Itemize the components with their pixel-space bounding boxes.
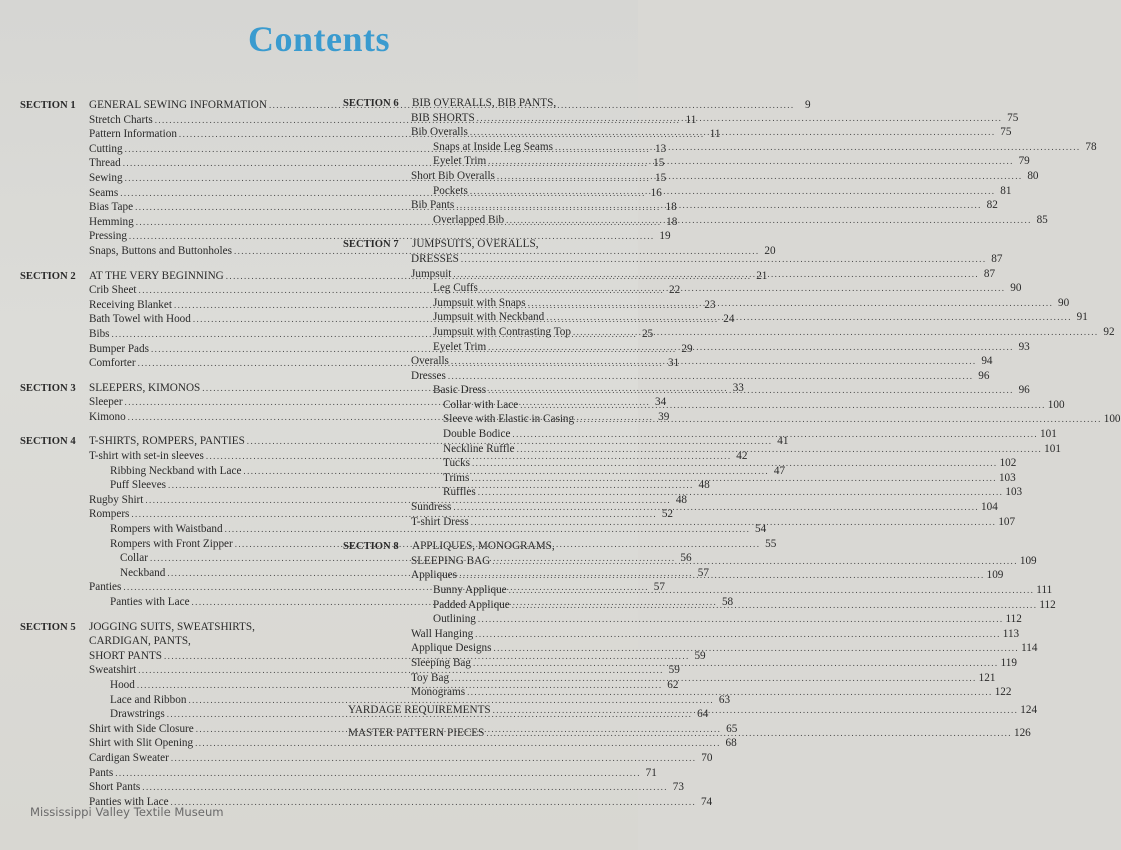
dot-leader <box>555 140 1081 155</box>
section-label: SECTION 7 <box>343 239 399 251</box>
entry-title: Panties <box>89 581 122 594</box>
entry-title: SLEEPING BAG <box>411 554 491 567</box>
entry-page-number: 48 <box>698 479 710 492</box>
entry-title: Snaps at Inside Leg Seams <box>433 140 553 153</box>
dot-leader <box>472 456 998 471</box>
entry-title: Sleeper <box>89 396 123 409</box>
entry-page-number: 79 <box>1018 155 1030 168</box>
toc-entry <box>20 522 767 537</box>
dot-leader <box>492 554 1018 569</box>
entry-title: Jumpsuit with Snaps <box>433 296 526 309</box>
entry-title: Dresses <box>411 369 446 382</box>
entry-title: Shirt with Side Closure <box>89 722 194 735</box>
entry-title: Neckband <box>120 566 166 579</box>
entry-page-number: 124 <box>1020 704 1038 716</box>
entry-title: Pockets <box>433 184 468 197</box>
entry-page-number: 101 <box>1040 428 1057 441</box>
toc-entry <box>343 627 1020 642</box>
entry-page-number: 39 <box>658 410 670 423</box>
page-title: Contents <box>247 19 390 59</box>
entry-title: T-shirt with set-in sleeves <box>89 450 204 463</box>
dot-leader <box>475 627 1001 642</box>
dot-leader <box>512 427 1038 442</box>
dot-leader <box>493 703 1019 718</box>
entry-page-number: 112 <box>1005 613 1022 626</box>
dot-leader <box>478 485 1004 500</box>
entry-page-number: 102 <box>999 457 1017 470</box>
dot-leader <box>517 442 1043 457</box>
entry-title: Stretch Charts <box>89 113 153 126</box>
entry-page-number: 41 <box>777 435 789 448</box>
dot-leader <box>509 583 1035 598</box>
entry-page-number: 119 <box>1000 656 1017 669</box>
dot-leader <box>486 726 1012 741</box>
entry-page-number: 11 <box>685 113 697 126</box>
dot-leader <box>448 369 974 384</box>
entry-title: Eyelet Trim <box>433 155 487 168</box>
dot-leader <box>478 612 1004 627</box>
entry-title: Rompers <box>89 508 130 521</box>
dot-leader <box>470 184 996 199</box>
entry-title: Receiving Blanket <box>89 298 172 311</box>
entry-title: Basic Dress <box>433 384 487 397</box>
entry-page-number: 107 <box>998 515 1016 528</box>
entry-page-number: 33 <box>732 381 744 394</box>
entry-page-number: 23 <box>704 298 716 311</box>
entry-title: Bumper Pads <box>89 342 149 355</box>
entry-title: APPLIQUES, MONOGRAMS, <box>412 540 555 553</box>
entry-page-number: 96 <box>978 369 990 382</box>
entry-page-number: 54 <box>755 523 767 536</box>
dot-leader <box>471 471 997 486</box>
section-label: SECTION 1 <box>20 100 76 111</box>
entry-page-number: 20 <box>764 244 776 257</box>
entry-title: Short Bib Overalls <box>411 169 495 182</box>
entry-title: Trims <box>443 471 470 484</box>
entry-title: Rugby Shirt <box>89 493 144 506</box>
entry-page-number: 29 <box>681 342 693 355</box>
entry-page-number: 100 <box>1103 413 1121 426</box>
entry-page-number: 78 <box>1085 140 1097 153</box>
entry-title: Crib Sheet <box>89 284 137 297</box>
entry-title: Snaps, Buttons and Buttonholes <box>89 244 232 257</box>
entry-title: JOGGING SUITS, SWEATSHIRTS, <box>89 620 255 633</box>
entry-title: Panties with Lace <box>89 795 169 808</box>
entry-page-number: 65 <box>726 722 738 735</box>
entry-page-number: 114 <box>1021 642 1038 655</box>
entry-page-number: 113 <box>1002 627 1020 640</box>
entry-page-number: 93 <box>1018 340 1030 353</box>
entry-title: Collar <box>120 552 148 565</box>
entry-page-number: 111 <box>1036 584 1053 596</box>
dot-leader <box>471 515 997 530</box>
entry-page-number: 80 <box>1027 169 1039 182</box>
toc-entry <box>20 620 305 635</box>
entry-title: DRESSES <box>411 252 459 265</box>
entry-page-number: 52 <box>661 508 674 521</box>
dot-leader <box>467 685 993 700</box>
dot-leader <box>473 656 999 671</box>
dot-leader <box>546 310 1072 325</box>
entry-title: YARDAGE REQUIREMENTS <box>348 704 491 716</box>
toc-entry <box>20 634 305 649</box>
toc-entry <box>343 539 621 554</box>
entry-page-number: 11 <box>709 128 721 141</box>
dot-leader <box>512 598 1038 613</box>
toc-entry <box>343 237 621 252</box>
entry-page-number: 73 <box>672 781 684 794</box>
dot-leader <box>453 267 979 282</box>
entry-page-number: 15 <box>653 157 665 170</box>
entry-title: Leg Cuffs <box>433 282 478 295</box>
entry-title: Rompers with Front Zipper <box>110 537 233 550</box>
entry-page-number: 104 <box>981 501 998 514</box>
entry-page-number: 75 <box>1007 111 1019 124</box>
entry-title: Pressing <box>89 230 127 243</box>
entry-page-number: 15 <box>654 171 667 184</box>
entry-title: Cardigan Sweater <box>89 751 169 764</box>
dot-leader <box>493 641 1019 656</box>
entry-page-number: 55 <box>765 537 777 550</box>
entry-page-number: 70 <box>701 751 713 764</box>
entry-page-number: 21 <box>756 269 768 282</box>
entry-page-number: 42 <box>736 450 748 463</box>
entry-title: Shirt with Slit Opening <box>89 737 194 750</box>
entry-title: Bias Tape <box>89 201 134 214</box>
dot-leader <box>459 568 985 583</box>
entry-title: Kimono <box>89 410 126 423</box>
entry-page-number: 24 <box>723 313 735 326</box>
entry-title: MASTER PATTERN PIECES <box>348 727 485 739</box>
entry-title: T-shirt Dress <box>411 515 469 528</box>
entry-page-number: 71 <box>645 766 657 779</box>
dot-leader <box>461 252 987 267</box>
entry-page-number: 57 <box>697 566 709 579</box>
section-label: SECTION 3 <box>20 382 76 394</box>
entry-title: Bib Overalls <box>411 126 468 139</box>
entry-page-number: 56 <box>680 552 692 565</box>
dot-leader <box>488 340 1014 355</box>
toc-entry <box>20 751 713 766</box>
entry-title: BIB SHORTS <box>411 111 475 124</box>
entry-page-number: 109 <box>986 569 1004 582</box>
entry-title: Jumpsuit with Contrasting Top <box>433 325 571 338</box>
dot-leader <box>576 412 1102 427</box>
dot-leader <box>453 500 979 515</box>
dot-leader <box>497 169 1023 184</box>
section-label: SECTION 5 <box>20 621 76 633</box>
dot-leader <box>456 198 982 213</box>
entry-title: SHORT PANTS <box>89 649 163 662</box>
entry-title: Eyelet Trim <box>433 340 487 353</box>
dot-leader <box>171 795 697 810</box>
entry-title: Sundress <box>411 501 452 514</box>
entry-title: Appliques <box>411 569 457 582</box>
entry-page-number: 96 <box>1018 384 1030 397</box>
entry-title: Sleeve with Elastic in Casing <box>443 413 575 426</box>
entry-title: Double Bodice <box>443 428 511 441</box>
dot-leader <box>528 296 1054 311</box>
entry-page-number: 82 <box>986 199 998 212</box>
entry-page-number: 101 <box>1044 442 1061 455</box>
museum-watermark: Mississippi Valley Textile Museum <box>30 805 224 819</box>
dot-leader <box>520 398 1046 413</box>
entry-title: Overlapped Bib <box>433 213 505 226</box>
entry-page-number: 126 <box>1013 727 1031 739</box>
entry-page-number: 58 <box>721 596 734 608</box>
entry-page-number: 9 <box>804 99 811 111</box>
entry-page-number: 25 <box>641 327 654 340</box>
entry-title: SLEEPERS, KIMONOS <box>89 381 201 394</box>
entry-page-number: 16 <box>650 186 662 199</box>
entry-title: Outlining <box>433 613 476 626</box>
toc-entry <box>343 369 990 384</box>
entry-page-number: 121 <box>978 671 996 684</box>
entry-page-number: 13 <box>655 142 667 155</box>
dot-leader <box>488 154 1014 169</box>
entry-page-number: 103 <box>1005 486 1023 499</box>
entry-page-number: 62 <box>667 678 679 691</box>
entry-page-number: 87 <box>983 267 996 280</box>
entry-page-number: 18 <box>666 215 678 228</box>
entry-page-number: 100 <box>1047 398 1065 411</box>
entry-title: Comforter <box>89 357 136 370</box>
entry-title: Neckline Ruffle <box>443 442 515 455</box>
toc-entry <box>343 252 1003 267</box>
entry-title: Cutting <box>89 142 123 155</box>
entry-title: Bath Towel with Hood <box>89 313 191 326</box>
entry-title: Pattern Information <box>89 128 177 141</box>
section-label: SECTION 4 <box>20 436 76 448</box>
entry-page-number: 75 <box>1000 126 1012 139</box>
dot-leader <box>480 281 1006 296</box>
entry-title: Puff Sleeves <box>110 479 167 492</box>
toc-entry <box>20 693 731 708</box>
entry-title: Hood <box>110 678 135 691</box>
dot-leader <box>142 780 668 795</box>
section-label: SECTION 6 <box>343 98 399 109</box>
entry-title: T-SHIRTS, ROMPERS, PANTIES <box>89 435 245 448</box>
entry-title: Monograms <box>411 686 466 699</box>
entry-title: Tucks <box>443 457 470 470</box>
entry-title: JUMPSUITS, OVERALLS, <box>412 238 539 251</box>
entry-page-number: 57 <box>653 581 665 594</box>
entry-page-number: 64 <box>697 708 709 721</box>
entry-title: Bib Pants <box>411 199 455 212</box>
entry-title: Thread <box>89 157 121 170</box>
entry-title: CARDIGAN, PANTS, <box>89 635 191 648</box>
entry-page-number: 59 <box>694 649 706 662</box>
entry-page-number: 19 <box>659 230 671 243</box>
entry-page-number: 90 <box>1010 282 1022 295</box>
entry-title: Jumpsuit <box>411 267 452 280</box>
entry-page-number: 94 <box>981 355 993 368</box>
entry-title: GENERAL SEWING INFORMATION <box>89 99 267 111</box>
entry-title: Sweatshirt <box>89 664 137 677</box>
entry-page-number: 63 <box>718 693 731 706</box>
entry-page-number: 85 <box>1036 213 1048 226</box>
entry-page-number: 91 <box>1076 311 1088 324</box>
entry-page-number: 59 <box>668 664 680 677</box>
dot-leader <box>451 354 977 369</box>
entry-title: Drawstrings <box>110 708 165 721</box>
dot-leader <box>488 383 1014 398</box>
entry-title: Short Pants <box>89 781 141 794</box>
entry-title: Pants <box>89 766 114 779</box>
toc-entry <box>343 96 621 111</box>
toc-entry <box>20 780 684 795</box>
dot-leader <box>115 766 641 781</box>
entry-page-number: 81 <box>1000 184 1012 197</box>
entry-title: Ruffles <box>443 486 476 499</box>
toc-entry <box>343 612 1022 627</box>
entry-page-number: 74 <box>700 795 713 808</box>
entry-page-number: 87 <box>991 252 1003 265</box>
entry-page-number: 103 <box>998 471 1016 484</box>
entry-page-number: 48 <box>675 493 688 506</box>
section-label: SECTION 8 <box>343 541 399 553</box>
dot-leader <box>451 671 977 686</box>
entry-title: AT THE VERY BEGINNING <box>89 269 224 282</box>
entry-title: Sleeping Bag <box>411 656 471 669</box>
toc-entry <box>20 229 671 244</box>
entry-title: Wall Hanging <box>411 627 474 640</box>
entry-title: Applique Designs <box>411 642 492 655</box>
entry-title: Sewing <box>89 171 123 184</box>
entry-page-number: 92 <box>1103 325 1115 338</box>
dot-leader <box>470 125 996 140</box>
entry-title: Padded Applique <box>433 598 510 611</box>
entry-page-number: 34 <box>654 396 667 409</box>
entry-title: Lace and Ribbon <box>110 693 187 706</box>
entry-page-number: 68 <box>725 737 737 750</box>
entry-title: Hemming <box>89 215 134 228</box>
entry-title: Ribbing Neckband with Lace <box>110 464 242 477</box>
entry-title: Toy Bag <box>411 671 450 684</box>
toc-entry <box>20 766 657 781</box>
entry-title: Overalls <box>411 355 449 368</box>
entry-page-number: 31 <box>668 357 680 370</box>
entry-page-number: 122 <box>994 686 1012 699</box>
section-label: SECTION 2 <box>20 270 76 282</box>
entry-title: Jumpsuit with Neckband <box>433 311 545 324</box>
entry-title: Seams <box>89 186 119 199</box>
entry-page-number: 18 <box>665 201 677 214</box>
entry-title: Bibs <box>89 327 110 340</box>
entry-title: Panties with Lace <box>110 596 190 608</box>
entry-page-number: 47 <box>773 464 786 477</box>
entry-title: BIB OVERALLS, BIB PANTS, <box>412 97 557 109</box>
dot-leader <box>477 111 1003 126</box>
dot-leader <box>171 751 697 766</box>
toc-entry <box>20 736 737 751</box>
entry-page-number: 90 <box>1058 296 1070 309</box>
dot-leader <box>573 325 1099 340</box>
entry-page-number: 112 <box>1039 598 1056 611</box>
dot-leader <box>506 213 1032 228</box>
entry-title: Rompers with Waistband <box>110 523 223 536</box>
entry-page-number: 109 <box>1019 554 1037 567</box>
entry-title: Bunny Applique <box>433 584 507 596</box>
entry-title: Collar with Lace <box>443 398 519 411</box>
entry-page-number: 22 <box>668 284 681 297</box>
